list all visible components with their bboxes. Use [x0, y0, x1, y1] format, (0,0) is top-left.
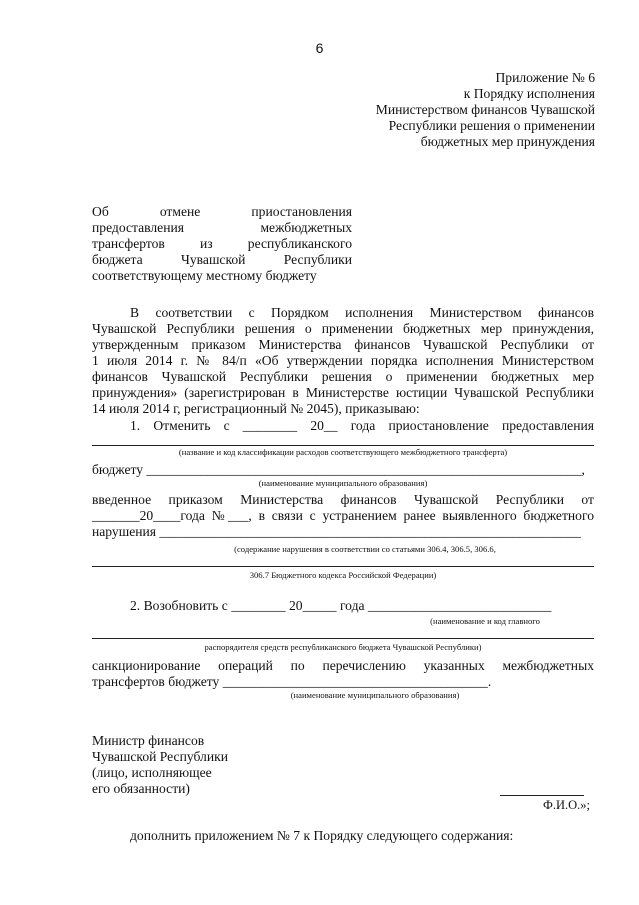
- item1-line3: введенное приказом Министерства финансов Чувашской Республики от: [92, 492, 594, 507]
- field-caption: распорядителя средств республиканского бюджета Чувашской Республики): [204, 642, 482, 652]
- title-line: трансфертов из республиканского: [92, 236, 352, 251]
- item2-line1: 2. Возобновить с ________ 20_____ года ___________________________: [130, 598, 552, 613]
- fio-label: Ф.И.О.»;: [542, 798, 590, 812]
- preamble-line: принуждения» (зарегистрирован в Министерстве юстиции Чувашской Республики: [92, 385, 594, 400]
- blank-line: [92, 638, 594, 639]
- annex-line: к Порядку исполнения: [463, 86, 595, 101]
- field-caption: (наименование муниципального образования): [258, 478, 428, 488]
- preamble-line: 1 июля 2014 г. № 84/п «Об утверждении порядка исполнения Министерством: [92, 353, 594, 368]
- preamble-line: утвержденным приказом Министерства финансов Чувашской Республики от: [92, 337, 594, 352]
- annex-line: Министерством финансов Чувашской: [375, 102, 595, 117]
- item1-line2: бюджету ________________________________________________________________,: [92, 462, 585, 477]
- title-line: бюджета Чувашской Республики: [92, 252, 352, 267]
- title-line: предоставления межбюджетных: [92, 220, 352, 235]
- preamble-line: Чувашской Республики решения о применении бюджетных мер принуждения,: [92, 321, 594, 336]
- title-line: Об отмене приостановления: [92, 204, 352, 219]
- item2-line2: санкционирование операций по перечислению указанных межбюджетных: [92, 658, 594, 673]
- closing-text: дополнить приложением № 7 к Порядку следующего содержания:: [130, 828, 514, 843]
- annex-header: [376, 70, 595, 150]
- document-title: [92, 204, 352, 284]
- title-line: соответствующему местному бюджету: [92, 268, 317, 283]
- blank-line: [92, 445, 594, 446]
- signature-block: [92, 733, 228, 797]
- field-caption: 306.7 Бюджетного кодекса Российской Федерации): [249, 570, 437, 580]
- field-caption: (наименование муниципального образования): [290, 690, 460, 700]
- item1-line1: 1. Отменить с ________ 20__ года приостановление предоставления: [130, 418, 594, 433]
- page-number: 6: [315, 40, 324, 56]
- field-caption: (название и код классификации расходов соответствующего межбюджетного трансферта): [178, 447, 508, 457]
- item1-line4: _______20____года №___, в связи с устранением ранее выявленного бюджетного: [92, 508, 594, 523]
- blank-line: [92, 566, 594, 567]
- item1-line5: нарушения ______________________________________________________________: [92, 524, 581, 539]
- annex-line: Приложение № 6: [495, 70, 595, 85]
- field-caption: (содержание нарушения в соответствии со статьями 306.4, 306.5, 306.6,: [234, 544, 496, 554]
- signature-line: [500, 795, 584, 796]
- field-caption: (наименование и код главного: [430, 616, 540, 626]
- signatory-line: (лицо, исполняющее: [92, 765, 212, 780]
- annex-line: бюджетных мер принуждения: [420, 134, 595, 149]
- signatory-line: его обязанности): [92, 781, 190, 796]
- preamble-paragraph: [92, 305, 594, 417]
- preamble-line: 14 июля 2014 г, регистрационный № 2045), приказываю:: [92, 401, 420, 416]
- preamble-line: финансов Чувашской Республики решения о применении бюджетных мер: [92, 369, 594, 384]
- item2-line3: трансфертов бюджету _______________________________________.: [92, 674, 492, 689]
- signatory-line: Министр финансов: [92, 733, 205, 748]
- signatory-line: Чувашской Республики: [92, 749, 228, 764]
- preamble-line: В соответствии с Порядком исполнения Министерством финансов: [130, 305, 594, 320]
- annex-line: Республики решения о применении: [388, 118, 595, 133]
